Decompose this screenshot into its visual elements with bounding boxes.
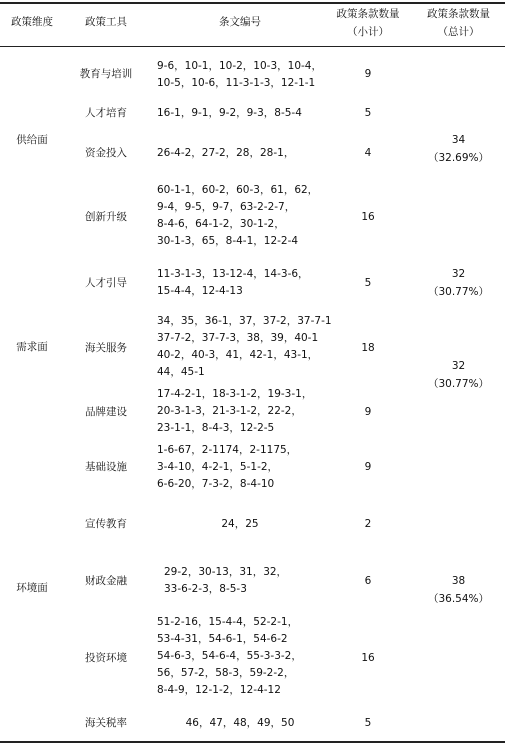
total-count: 32 — [451, 360, 466, 372]
subtotal-cell: 18 — [361, 342, 375, 354]
subtotal-cell: 6 — [364, 575, 372, 587]
code-cell: 9-6，10-1，10-2，10-3，10-4， 10-5，10-6，11-3-1-3，12-1-1 — [157, 60, 322, 89]
total-count: 38 — [451, 575, 466, 587]
subtotal-cell: 5 — [364, 277, 372, 289]
header-code: 条文编号 — [219, 16, 261, 28]
code-cell: 1-6-67，2-1174，2-1175， 3-4-10，4-2-1，5-1-2， 6-6-20，7-3-2，8-4-10 — [157, 444, 298, 490]
code-cell: 16-1，9-1，9-2，9-3，8-5-4 — [157, 107, 302, 119]
table-bottom-rule — [0, 741, 505, 743]
subtotal-cell: 16 — [361, 211, 375, 223]
tool-cell: 教育与培训 — [79, 68, 133, 80]
tool-cell: 财政金融 — [85, 575, 127, 587]
code-cell: 24，25 — [221, 518, 259, 530]
header-subtotal-title: 政策条款数量 — [336, 8, 400, 20]
code-cell: 29-2，30-13，31，32， 33-6-2-3，8-5-3 — [164, 566, 288, 595]
subtotal-cell: 2 — [364, 518, 372, 530]
code-cell: 26-4-2，27-2，28，28-1， — [157, 147, 295, 159]
dimension-environment: 环境面 — [16, 582, 48, 594]
total-percent: （30.77%） — [427, 378, 490, 390]
code-cell: 34，35，36-1，37，37-2，37-7-1 37-7-2，37-7-3，38，39，40-1 40-2，40-3，41，42-1，43-1， 44，45-1 — [157, 315, 332, 378]
header-tool: 政策工具 — [85, 16, 127, 28]
dimension-demand: 需求面 — [16, 341, 48, 353]
subtotal-cell: 5 — [364, 107, 372, 119]
total-percent: （32.69%） — [427, 152, 490, 164]
dimension-supply: 供给面 — [16, 134, 48, 146]
tool-cell: 人才引导 — [85, 277, 127, 289]
tool-cell: 宣传教育 — [85, 518, 127, 530]
tool-cell: 品牌建设 — [85, 406, 127, 418]
subtotal-cell: 16 — [361, 652, 375, 664]
subtotal-cell: 5 — [364, 717, 372, 729]
tool-cell: 创新升级 — [85, 211, 127, 223]
tool-cell: 资金投入 — [85, 147, 127, 159]
header-dimension: 政策维度 — [11, 16, 53, 28]
total-percent: （30.77%） — [427, 286, 490, 298]
tool-cell: 海关税率 — [85, 717, 127, 729]
subtotal-cell: 9 — [364, 406, 372, 418]
code-cell: 46，47，48，49，50 — [185, 717, 295, 729]
code-cell: 17-4-2-1，18-3-1-2，19-3-1， 20-3-1-3，21-3-1-2，22-2， 23-1-1，8-4-3，12-2-5 — [157, 388, 313, 434]
table-top-rule — [0, 2, 505, 4]
total-count: 32 — [451, 268, 466, 280]
code-cell: 60-1-1，60-2，60-3，61，62， 9-4，9-5，9-7，63-2-2-7， 8-4-6，64-1-2，30-1-2， 30-1-3，65，8-4-1，12-2-4 — [157, 184, 319, 247]
header-total-title: 政策条款数量 — [427, 8, 490, 20]
tool-cell: 投资环境 — [85, 652, 127, 664]
total-count: 34 — [451, 134, 466, 146]
tool-cell: 海关服务 — [85, 342, 127, 354]
code-cell: 51-2-16，15-4-4，52-2-1， 53-4-31，54-6-1，54-6-2 54-6-3，54-6-4，55-3-3-2， 56，57-2，58-3，59-2-2， 8-4-9，12-1-2，12-4-12 — [157, 616, 302, 696]
total-percent: （36.54%） — [427, 593, 490, 605]
header-subtotal-note: （小计） — [347, 26, 389, 38]
header-total-note: （总计） — [437, 26, 480, 38]
header-rule — [0, 46, 505, 47]
code-cell: 11-3-1-3，13-12-4，14-3-6， 15-4-4，12-4-13 — [157, 268, 309, 297]
tool-cell: 人才培育 — [85, 107, 127, 119]
subtotal-cell: 9 — [364, 68, 372, 80]
subtotal-cell: 4 — [364, 147, 372, 159]
tool-cell: 基础设施 — [85, 461, 127, 473]
subtotal-cell: 9 — [364, 461, 372, 473]
